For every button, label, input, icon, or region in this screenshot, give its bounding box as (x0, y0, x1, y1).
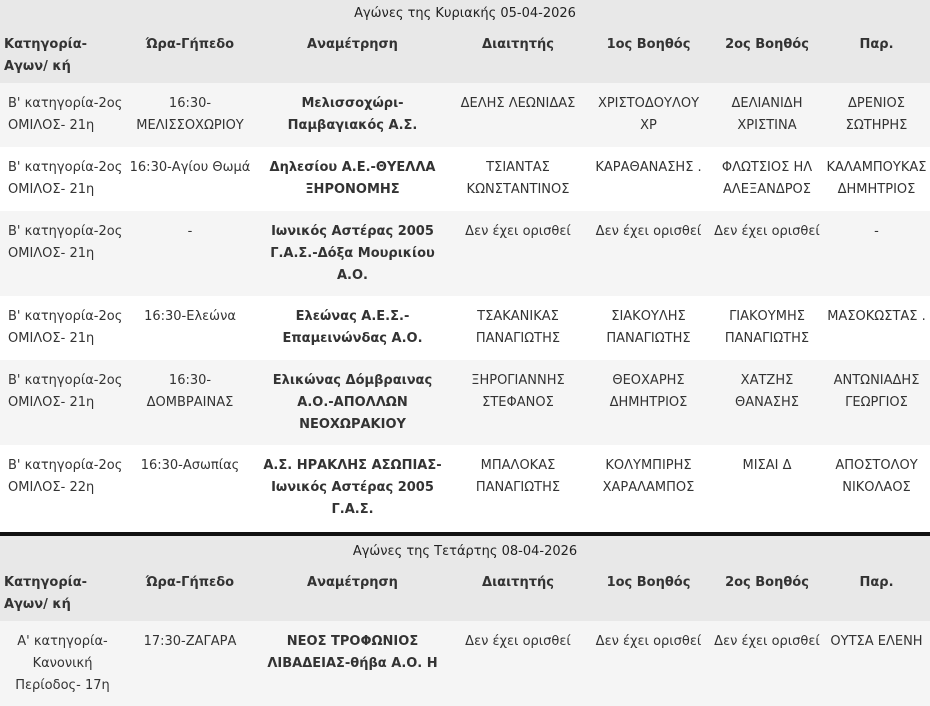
cell-match: Ελεώνας Α.Ε.Σ.-Επαμεινώνδας Α.Ο. (255, 296, 450, 360)
cell-assistant-1: Δεν έχει ορισθεί (586, 211, 711, 296)
table-row (0, 211, 930, 296)
cell-referee: ΤΣΑΚΑΝΙΚΑΣ ΠΑΝΑΓΙΩΤΗΣ (450, 296, 586, 360)
header-observer: Παρ. (823, 568, 930, 621)
cell-observer: ΚΑΛΑΜΠΟΥΚΑΣ ΔΗΜΗΤΡΙΟΣ (823, 147, 930, 211)
header-match: Αναμέτρηση (255, 568, 450, 621)
cell-referee: ΞΗΡΟΓΙΑΝΝΗΣ ΣΤΕΦΑΝΟΣ (450, 360, 586, 445)
table-row (0, 360, 930, 445)
cell-observer: ΜΑΣΟΚΩΣΤΑΣ . (823, 296, 930, 360)
table-row (0, 83, 930, 147)
cell-assistant-2: ΜΙΣΑΙ Δ (711, 445, 823, 530)
cell-match: ΝΕΟΣ ΤΡΟΦΩΝΙΟΣ ΛΙΒΑΔΕΙΑΣ-θήβα Α.Ο. Η (255, 621, 450, 706)
cell-category: Β' κατηγορία-2ος ΟΜΙΛΟΣ- 21η (0, 211, 125, 296)
section-title: Αγώνες της Τετάρτης 08-04-2026 (0, 536, 930, 568)
cell-match: Δηλεσίου Α.Ε.-ΘΥΕΛΛΑ ΞΗΡΟΝΟΜΗΣ (255, 147, 450, 211)
cell-referee: ΤΣΙΑΝΤΑΣ ΚΩΝΣΤΑΝΤΙΝΟΣ (450, 147, 586, 211)
cell-observer: ΔΡΕΝΙΟΣ ΣΩΤΗΡΗΣ (823, 83, 930, 147)
cell-observer: ΑΝΤΩΝΙΑΔΗΣ ΓΕΩΡΓΙΟΣ (823, 360, 930, 445)
table-row (0, 445, 930, 530)
cell-observer: ΑΠΟΣΤΟΛΟΥ ΝΙΚΟΛΑΟΣ (823, 445, 930, 530)
header-row (0, 568, 930, 621)
table-row (0, 147, 930, 211)
header-match: Αναμέτρηση (255, 30, 450, 83)
header-observer: Παρ. (823, 30, 930, 83)
cell-time-venue: 16:30-ΔΟΜΒΡΑΙΝΑΣ (125, 360, 255, 445)
header-category: Κατηγορία- Αγων/ κή (0, 30, 125, 83)
cell-match: Ιωνικός Αστέρας 2005 Γ.Α.Σ.-Δόξα Μουρικίου Α.Ο. (255, 211, 450, 296)
cell-assistant-2: ΓΙΑΚΟΥΜΗΣ ΠΑΝΑΓΙΩΤΗΣ (711, 296, 823, 360)
cell-assistant-1: ΧΡΙΣΤΟΔΟΥΛΟΥ ΧΡ (586, 83, 711, 147)
cell-category: Β' κατηγορία-2ος ΟΜΙΛΟΣ- 21η (0, 296, 125, 360)
cell-category: Β' κατηγορία-2ος ΟΜΙΛΟΣ- 21η (0, 147, 125, 211)
cell-match: Μελισσοχώρι-Παμβαγιακός Α.Σ. (255, 83, 450, 147)
cell-observer: ΟΥΤΣΑ ΕΛΕΝΗ (823, 621, 930, 706)
cell-category: Α' κατηγορία- Κανονική Περίοδος- 17η (0, 621, 125, 706)
header-assistant-2: 2ος Βοηθός (711, 30, 823, 83)
header-time-venue: Ώρα-Γήπεδο (125, 30, 255, 83)
cell-referee: Δεν έχει ορισθεί (450, 211, 586, 296)
table-row (0, 296, 930, 360)
cell-assistant-2: ΧΑΤΖΗΣ ΘΑΝΑΣΗΣ (711, 360, 823, 445)
matches-table (0, 30, 930, 530)
cell-category: Β' κατηγορία-2ος ΟΜΙΛΟΣ- 21η (0, 360, 125, 445)
header-assistant-1: 1ος Βοηθός (586, 30, 711, 83)
header-assistant-1: 1ος Βοηθός (586, 568, 711, 621)
table-row (0, 621, 930, 706)
cell-time-venue: 16:30-Αγίου Θωμά (125, 147, 255, 211)
cell-assistant-2: ΔΕΛΙΑΝΙΔΗ ΧΡΙΣΤΙΝΑ (711, 83, 823, 147)
section-title: Αγώνες της Κυριακής 05-04-2026 (0, 0, 930, 30)
section-wednesday (0, 536, 930, 706)
cell-assistant-1: Δεν έχει ορισθεί (586, 621, 711, 706)
cell-assistant-1: ΚΑΡΑΘΑΝΑΣΗΣ . (586, 147, 711, 211)
cell-time-venue: 16:30-Ασωπίας (125, 445, 255, 530)
cell-time-venue: 17:30-ΖΑΓΑΡΑ (125, 621, 255, 706)
cell-referee: Δεν έχει ορισθεί (450, 621, 586, 706)
cell-match: Ελικώνας Δόμβραινας Α.Ο.-ΑΠΟΛΛΩΝ ΝΕΟΧΩΡΑΚΙΟΥ (255, 360, 450, 445)
header-referee: Διαιτητής (450, 568, 586, 621)
cell-referee: ΜΠΑΛΟΚΑΣ ΠΑΝΑΓΙΩΤΗΣ (450, 445, 586, 530)
cell-time-venue: - (125, 211, 255, 296)
cell-category: Β' κατηγορία-2ος ΟΜΙΛΟΣ- 22η (0, 445, 125, 530)
matches-table (0, 568, 930, 706)
cell-observer: - (823, 211, 930, 296)
header-referee: Διαιτητής (450, 30, 586, 83)
cell-assistant-1: ΣΙΑΚΟΥΛΗΣ ΠΑΝΑΓΙΩΤΗΣ (586, 296, 711, 360)
cell-time-venue: 16:30-ΜΕΛΙΣΣΟΧΩΡΙΟΥ (125, 83, 255, 147)
cell-assistant-1: ΚΟΛΥΜΠΙΡΗΣ ΧΑΡΑΛΑΜΠΟΣ (586, 445, 711, 530)
header-time-venue: Ώρα-Γήπεδο (125, 568, 255, 621)
cell-match: Α.Σ. ΗΡΑΚΛΗΣ ΑΣΩΠΙΑΣ-Ιωνικός Αστέρας 2005 Γ.Α.Σ. (255, 445, 450, 530)
cell-assistant-2: Δεν έχει ορισθεί (711, 621, 823, 706)
header-assistant-2: 2ος Βοηθός (711, 568, 823, 621)
cell-assistant-2: ΦΛΩΤΣΙΟΣ ΗΛ ΑΛΕΞΑΝΔΡΟΣ (711, 147, 823, 211)
cell-category: Β' κατηγορία-2ος ΟΜΙΛΟΣ- 21η (0, 83, 125, 147)
cell-assistant-2: Δεν έχει ορισθεί (711, 211, 823, 296)
cell-referee: ΔΕΛΗΣ ΛΕΩΝΙΔΑΣ (450, 83, 586, 147)
header-category: Κατηγορία- Αγων/ κή (0, 568, 125, 621)
cell-time-venue: 16:30-Ελεώνα (125, 296, 255, 360)
cell-assistant-1: ΘΕΟΧΑΡΗΣ ΔΗΜΗΤΡΙΟΣ (586, 360, 711, 445)
header-row (0, 30, 930, 83)
